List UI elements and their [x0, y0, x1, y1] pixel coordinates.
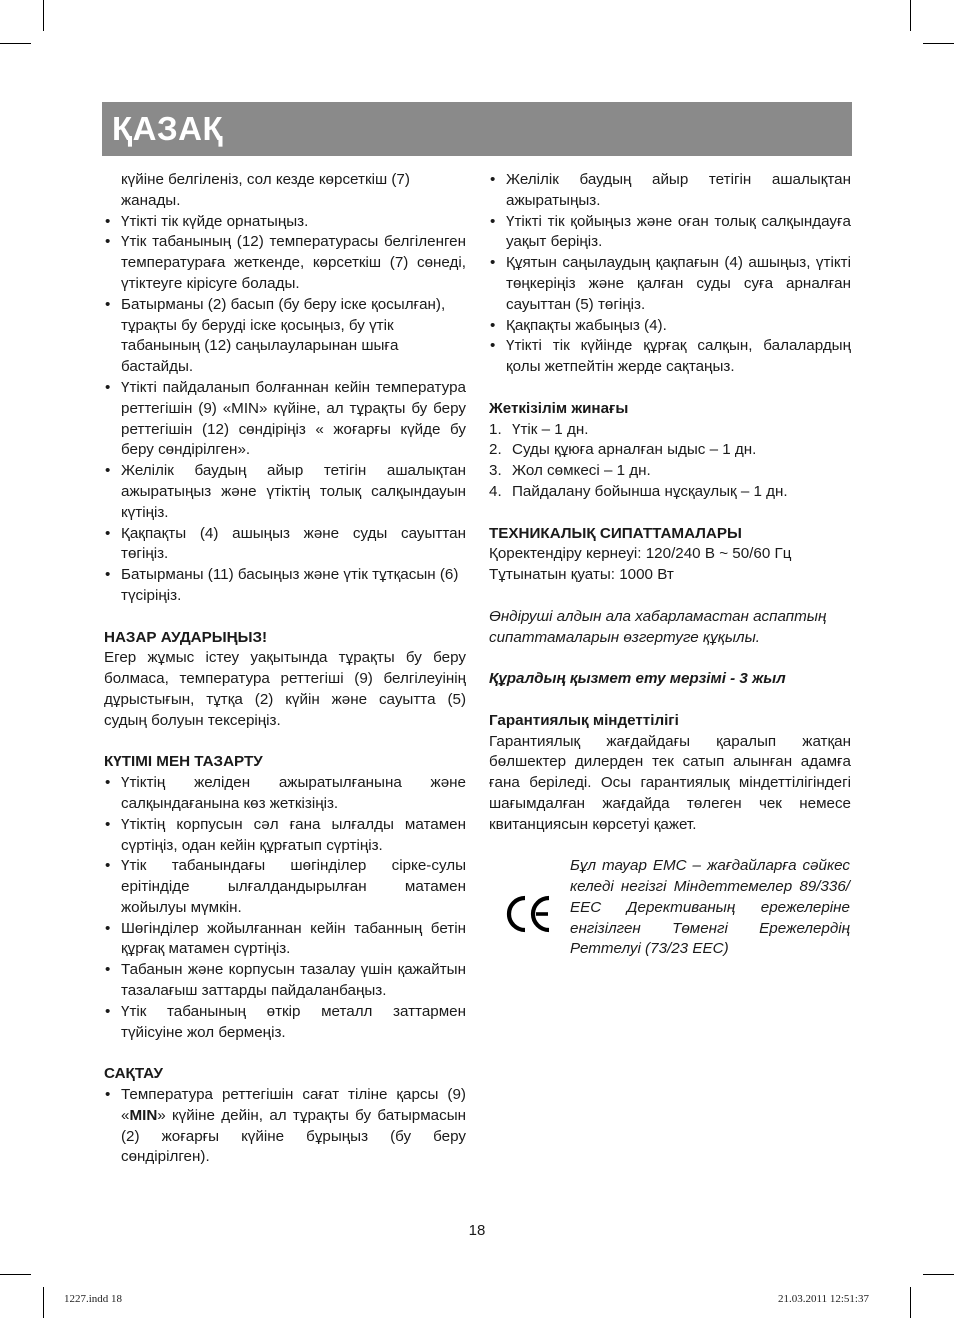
storage-text-part1: Температура реттегішін сағат тіліне қарсы (9) « — [121, 1086, 466, 1124]
item-text: Үтік – 1 дн. — [512, 420, 589, 438]
list-item: • Үтікті пайдаланып болғаннан кейін температура реттегішін (9) «MIN» күйіне, ал тұрақты бу беру реттегішін (12) сөндіріңіз « жоғарғы күйде бу беру сөндірілген». — [104, 378, 466, 461]
crop-mark — [910, 0, 911, 31]
list-item: • Қақпақты жабыңыз (4). — [489, 316, 851, 337]
ce-text: Бұл тауар ЕМС – жағдайларға сәйкес келеді негізгі Міндеттемелер 89/336/ЕЕС Дерективаның ережелеріне енгізілген Төменгі Ережелердің Реттелуі (73/23 ЕЕС) — [570, 857, 850, 958]
list-item: • Батырманы (11) басыңыз және үтік тұтқасын (6) түсіріңіз. — [104, 565, 466, 607]
ce-mark-icon — [505, 894, 555, 934]
warranty-heading: Гарантиялық міндеттілігі — [489, 711, 679, 729]
list-item: • Желілік баудың айыр тетігін ашалықтан ажыратыңыз және үтіктің толық салқындауын күтіңіз. — [104, 461, 466, 523]
item-number: 1. — [489, 420, 502, 438]
list-item: • Үтік табанының өткір металл заттармен түйісуіне жол бермеңіз. — [104, 1002, 466, 1044]
section-header — [102, 102, 852, 156]
list-item: • Желілік баудың айыр тетігін ашалықтан ажыратыңыз. — [489, 170, 851, 212]
tech-power: Тұтынатын қуаты: 1000 Вт — [489, 566, 674, 584]
crop-mark — [0, 1274, 31, 1275]
item-text: Суды құюға арналған ыдыс – 1 дн. — [512, 441, 757, 459]
attention-text: Егер жұмыс істеу уақытында тұрақты бу беру болмаса, температура реттегіші (9) белгілеуінің дұрыстығын, тұтқа (2) күйін және сауытта (5) судың болуын тексеріңіз. — [104, 649, 466, 729]
page-title: ҚАЗАҚ — [112, 110, 224, 147]
crop-mark — [923, 1274, 954, 1275]
set-list — [489, 420, 851, 503]
item-number: 3. — [489, 462, 502, 480]
list-item: • Үтіктің корпусын сәл ғана ылғалды матамен сүртіңіз, одан кейін құрғатып сүртіңіз. — [104, 815, 466, 857]
tech-voltage: Қоректендіру кернеуі: 120/240 В ~ 50/60 Гц — [489, 545, 792, 563]
right-column — [489, 170, 851, 986]
item-number: 4. — [489, 482, 502, 500]
storage-text-part2: » күйіне дейін, ал тұрақты бу батырмасын (2) жоғарғы күйіне бұрыңыз (бу беру сөндірілген). — [121, 1106, 466, 1166]
ce-block — [489, 856, 851, 986]
list-item: • Батырманы (2) басып (бу беру іске қосылған), тұрақты бу беруді іске қосыңыз, бу үтік табанының (12) саңылауларынан шыға бастайды. — [104, 295, 466, 378]
crop-mark — [910, 1287, 911, 1318]
storage-text-bold: MIN — [129, 1106, 158, 1124]
intro-continuation: күйіне белгіленіз, сол кезде көрсеткіш (7) жанады. — [121, 171, 410, 209]
crop-mark — [923, 43, 954, 44]
list-item: • Шөгінділер жойылғаннан кейін табанның бетін құрғақ матамен сүртіңіз. — [104, 919, 466, 961]
item-text: Пайдалану бойынша нұсқаулық – 1 дн. — [512, 482, 788, 500]
storage-steps-list — [489, 170, 851, 378]
list-item — [489, 440, 851, 461]
manufacturer-note: Өндіруші алдын ала хабарламастан аспаптың сипаттамаларын өзгертуге құқылы. — [489, 607, 827, 646]
list-item: • Үтікті тік күйінде құрғақ салқын, балалардың қолы жетпейтін жерде сақтаңыз. — [489, 336, 851, 378]
crop-mark — [0, 43, 31, 44]
list-item: • Үтік табанының (12) температурасы белгіленген температураға жеткенде, көрсеткіш (7) сөнеді, үтіктеугe кірісуге болады. — [104, 232, 466, 294]
list-item: • Үтік табанындағы шөгінділер сірке-сулы ерітіндіде ылғалдандырылған матамен жойылуы мүмкін. — [104, 856, 466, 918]
list-item — [104, 1085, 466, 1168]
crop-mark — [43, 1287, 44, 1318]
left-column — [104, 170, 466, 1168]
item-number: 2. — [489, 441, 502, 459]
care-list — [104, 773, 466, 1043]
date-info: 21.03.2011 12:51:37 — [778, 1293, 869, 1305]
storage-heading: САҚТАУ — [104, 1065, 163, 1083]
list-item — [489, 420, 851, 441]
page-number: 18 — [468, 1222, 486, 1239]
set-heading: Жеткізілім жинағы — [489, 399, 629, 417]
storage-list — [104, 1085, 466, 1168]
item-text: Жол сөмкесі – 1 дн. — [512, 462, 651, 480]
file-info: 1227.indd 18 — [64, 1293, 123, 1305]
list-item: • Табанын және корпусын тазалау үшін қажайтын тазалағыш заттарды пайдаланбаңыз. — [104, 960, 466, 1002]
tech-heading: ТЕХНИКАЛЫҚ СИПАТТАМАЛАРЫ — [489, 524, 742, 542]
service-life: Құралдың қызмет ету мерзімі - 3 жыл — [489, 670, 786, 688]
list-item: • Қақпақты (4) ашыңыз және суды сауыттан төгіңіз. — [104, 524, 466, 566]
warranty-text: Гарантиялық жағдайдағы қаралып жатқан бөлшектер дилерден тек сатып алынған адамға ғана беріледі. Осы гарантиялық міндеттілігіндегі шағымдалған жағдайда төлеген чек немесе квитанциясын көрсетуі қажет. — [489, 732, 851, 833]
usage-list — [104, 212, 466, 607]
crop-mark — [43, 0, 44, 31]
list-item: • Үтікті тік күйде орнатыңыз. — [104, 212, 466, 233]
attention-heading: НАЗАР АУДАРЫҢЫЗ! — [104, 628, 268, 646]
list-item — [489, 482, 851, 503]
list-item: • Үтікті тік қойыңыз және оған толық салқындауға уақыт беріңіз. — [489, 212, 851, 254]
list-item: • Құятын саңылаудың қақпағын (4) ашыңыз, үтікті төңкеріңіз және қалған суды суға арналған сауыттан (5) төгіңіз. — [489, 253, 851, 315]
list-item — [489, 461, 851, 482]
care-heading: КҮТІМІ МЕН ТАЗАРТУ — [104, 753, 263, 771]
list-item: • Үтіктің желіден ажыратылғанына және салқындағанына көз жеткізіңіз. — [104, 773, 466, 815]
